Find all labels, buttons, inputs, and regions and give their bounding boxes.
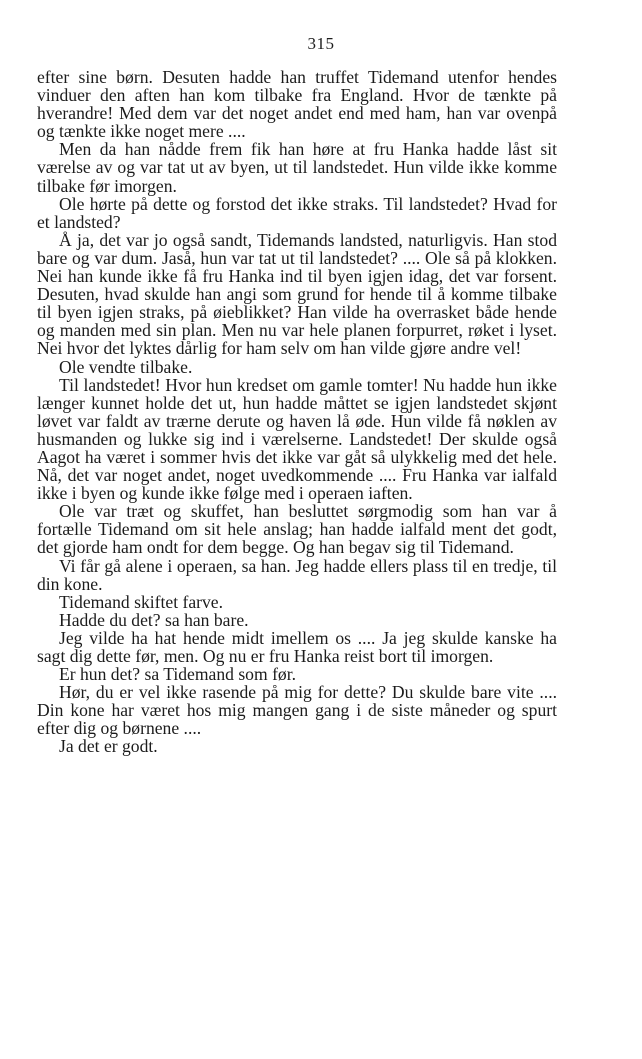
paragraph: Å ja, det var jo også sandt, Tidemands landsted, naturligvis. Han stod bare og var dum. Jaså, hun var tat ut til landstedet? .... Ole så på klokken. Nei han kunde ikke få fru Hanka ind til byen igjen idag, det var forsent. Desuten, hvad skulde han angi som grund for hende til å komme tilbake til byen igjen straks, på øieblikket? Han vilde ha overrasket både hende og manden med sin plan. Men nu var hele planen forpurret, røket i lyset. Nei hvor det lyktes dårlig for ham selv om han vilde gjøre andre vel! — [37, 229, 557, 359]
paragraph: Ole vendte tilbake. — [59, 356, 193, 377]
paragraph: Ole hørte på dette og forstod det ikke straks. Til landstedet? Hvad for et landsted? — [37, 193, 557, 232]
paragraph: Er hun det? sa Tidemand som før. — [59, 664, 297, 685]
paragraph: Hadde du det? sa han bare. — [59, 609, 249, 630]
paragraph: Ole var træt og skuffet, han besluttet sørgmodig som han var å fortælle Tidemand om sit hele anslag; han hadde ialfald ment det godt, det gjorde ham ondt for dem begge. Og han begav sig til Tidemand. — [37, 501, 557, 558]
page-body — [37, 68, 557, 756]
paragraph: efter sine børn. Desuten hadde han truffet Tidemand utenfor hendes vinduer den aften han kom tilbake fra England. Hvor de tænkte på hverandre! Med dem var det noget andet end med ham, han var ovenpå og tænkte ikke noget mere .... — [37, 67, 557, 142]
paragraph: Ja det er godt. — [59, 736, 158, 757]
paragraph: Men da han nådde frem fik han høre at fru Hanka hadde låst sit værelse av og var tat ut av byen, ut til landstedet. Hun vilde ikke komme tilbake før imorgen. — [37, 139, 557, 196]
paragraph: Vi får gå alene i operaen, sa han. Jeg hadde ellers plass til en tredje, til din kone. — [37, 555, 557, 594]
paragraph: Hør, du er vel ikke rasende på mig for dette? Du skulde bare vite .... Din kone har været hos mig mangen gang i de siste måneder og spurt efter dig og børnene .... — [37, 682, 557, 739]
paragraph: Tidemand skiftet farve. — [59, 591, 224, 612]
paragraph: Til landstedet! Hvor hun kredset om gamle tomter! Nu hadde hun ikke længer kunnet holde det ut, hun hadde måttet se igjen landstedet skjønt løvet var faldt av trærne derute og haven lå øde. Hun vilde få nøklen av husmanden og lukke sig ind i værelserne. Landstedet! Der skulde også Aagot ha været i sommer hvis det ikke var gåt så ulykkelig med det hele. Nå, det var noget andet, noget uvedkommende .... Fru Hanka var ialfald ikke i byen og kunde ikke følge med i operaen iaften. — [37, 374, 557, 504]
page-number: 315 — [307, 34, 335, 53]
paragraph: Jeg vilde ha hat hende midt imellem os .... Ja jeg skulde kanske ha sagt dig dette før, men. Og nu er fru Hanka reist bort til imorgen. — [37, 627, 557, 666]
